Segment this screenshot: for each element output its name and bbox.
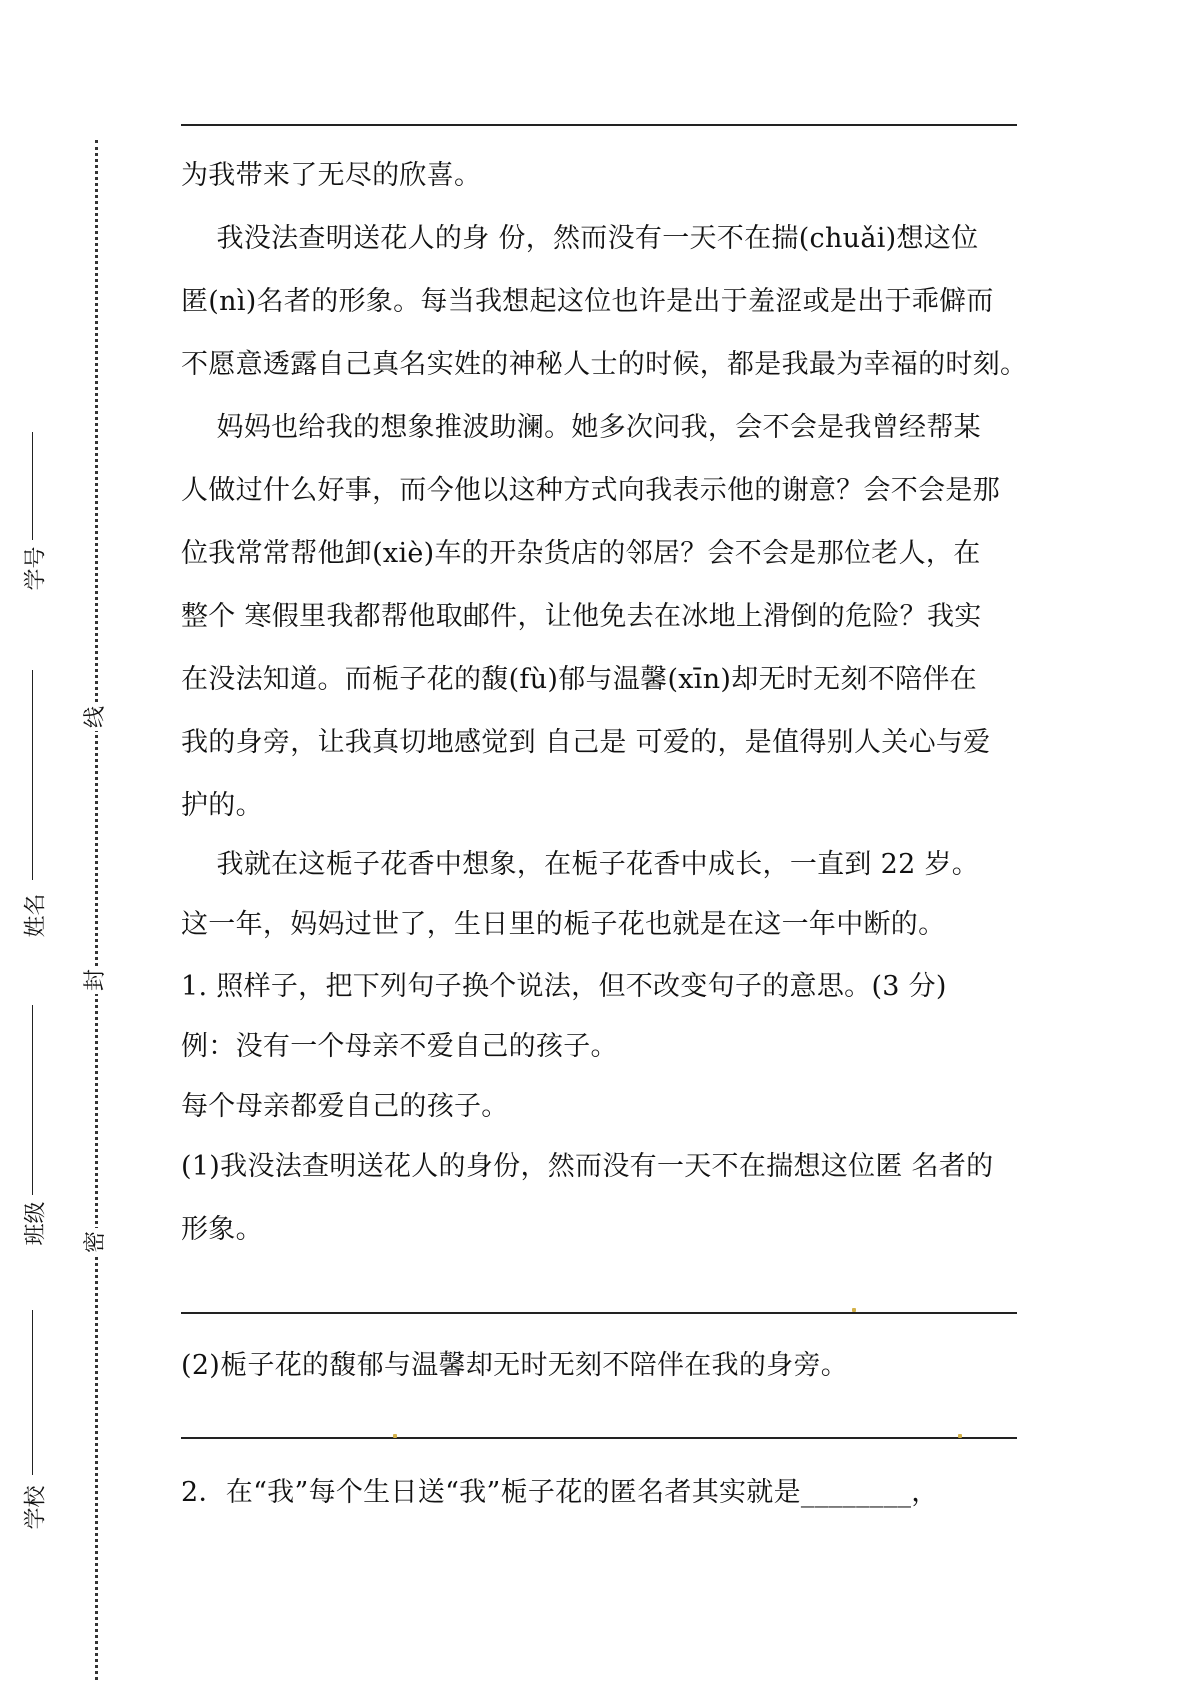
question-1-title: 1. 照样子，把下列句子换个说法，但不改变句子的意思。(3 分) bbox=[181, 971, 947, 1002]
passage-line: 我的身旁，让我真切地感觉到 自己是 可爱的，是值得别人关心与爱 bbox=[181, 727, 991, 758]
passage-line: 匿(nì)名者的形象。每当我想起这位也许是出于羞涩或是出于乖僻而 bbox=[181, 286, 994, 317]
seal-char-feng: 封 bbox=[79, 966, 113, 994]
scan-dot bbox=[958, 1434, 962, 1438]
passage-line: 在没法知道。而栀子花的馥(fù)郁与温馨(xīn)却无时无刻不陪伴在 bbox=[181, 664, 977, 695]
passage-line: 妈妈也给我的想象推波助澜。她多次问我，会不会是我曾经帮某 bbox=[181, 412, 981, 443]
scan-dot bbox=[393, 1434, 397, 1438]
school-label: 学校 bbox=[23, 1485, 49, 1530]
passage-line: 护的。 bbox=[181, 790, 263, 821]
school-line[interactable] bbox=[32, 1310, 33, 1475]
passage-line: 整个 寒假里我都帮他取邮件，让他免去在冰地上滑倒的危险？我实 bbox=[181, 601, 982, 632]
answer-line-2[interactable] bbox=[181, 1437, 1017, 1439]
scan-dot bbox=[852, 1308, 856, 1312]
passage-line: 不愿意透露自己真名实姓的神秘人士的时候，都是我最为幸福的时刻。 bbox=[181, 349, 1028, 380]
question-1-example: 例：没有一个母亲不爱自己的孩子。 bbox=[181, 1031, 618, 1062]
header-rule bbox=[181, 124, 1017, 126]
question-1-item-1: (1)我没法查明送花人的身份，然而没有一天不在揣想这位匿 名者的 bbox=[181, 1151, 994, 1182]
question-1-example-answer: 每个母亲都爱自己的孩子。 bbox=[181, 1091, 509, 1122]
passage-line: 我就在这栀子花香中想象，在栀子花香中成长，一直到 22 岁。 bbox=[181, 849, 980, 880]
seal-char-xian: 线 bbox=[79, 703, 113, 731]
student-id-label: 学号 bbox=[23, 546, 49, 591]
answer-line-1[interactable] bbox=[181, 1312, 1017, 1314]
question-1-item-1-cont: 形象。 bbox=[181, 1214, 263, 1245]
binding-dotted-line bbox=[95, 140, 98, 1680]
student-id-line[interactable] bbox=[32, 432, 33, 540]
seal-char-mi: 密 bbox=[79, 1228, 113, 1256]
question-2: 2．在“我”每个生日送“我”栀子花的匿名者其实就是________， bbox=[181, 1477, 939, 1508]
class-line[interactable] bbox=[32, 1005, 33, 1195]
passage-line: 为我带来了无尽的欣喜。 bbox=[181, 160, 482, 191]
name-line[interactable] bbox=[32, 670, 33, 880]
class-label: 班级 bbox=[23, 1201, 49, 1246]
name-label: 姓名 bbox=[23, 893, 49, 938]
passage-line: 人做过什么好事，而今他以这种方式向我表示他的谢意？会不会是那 bbox=[181, 475, 1000, 506]
question-1-item-2: (2)栀子花的馥郁与温馨却无时无刻不陪伴在我的身旁。 bbox=[181, 1350, 849, 1381]
passage-line: 位我常常帮他卸(xiè)车的开杂货店的邻居？会不会是那位老人，在 bbox=[181, 538, 981, 569]
passage-line: 我没法查明送花人的身 份，然而没有一天不在揣(chuǎi)想这位 bbox=[181, 223, 979, 254]
passage-line: 这一年，妈妈过世了，生日里的栀子花也就是在这一年中断的。 bbox=[181, 909, 946, 940]
